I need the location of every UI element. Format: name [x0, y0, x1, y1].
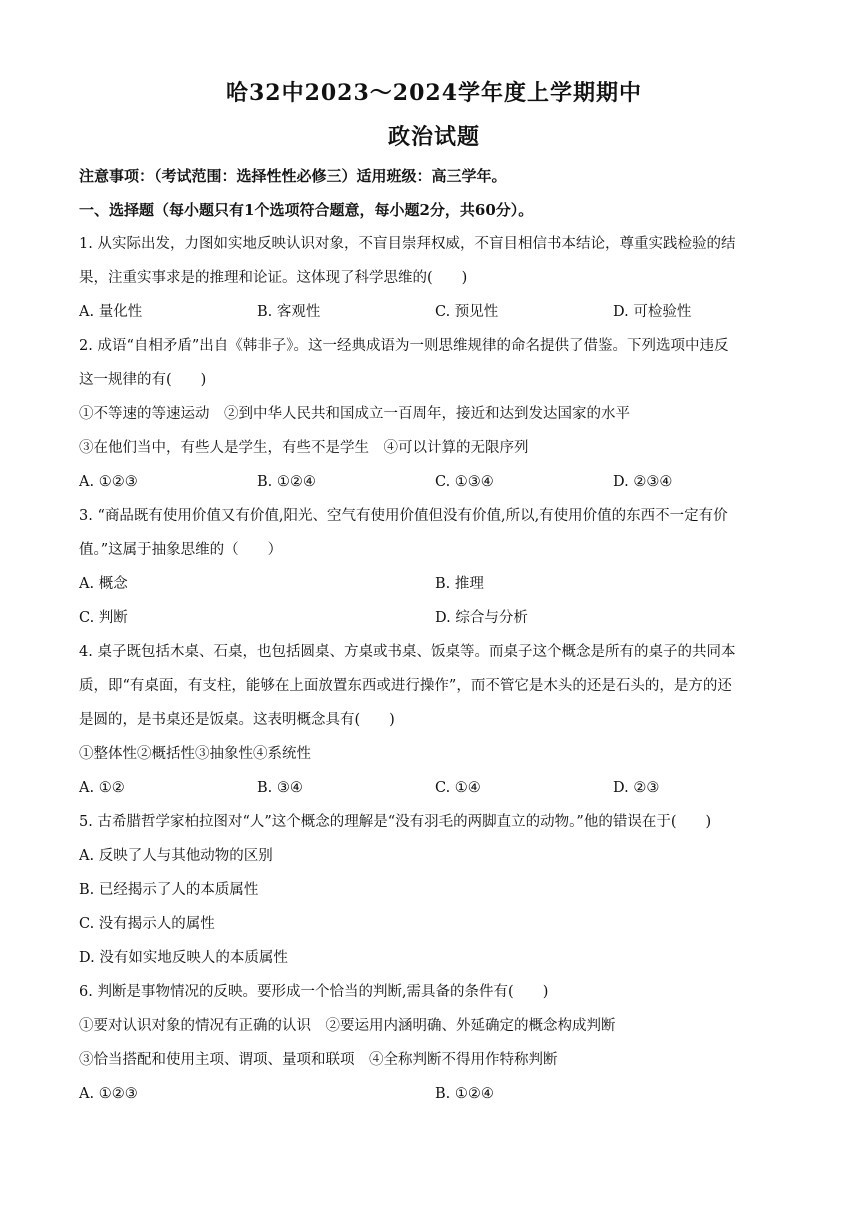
question-1-line-1: 1. 从实际出发，力图如实地反映认识对象，不盲目崇拜权威，不盲目相信书本结论，尊重实践检验的结	[79, 236, 736, 252]
question-3-option-b: B. 推理	[435, 576, 484, 592]
question-1-option-d: D. 可检验性	[613, 304, 692, 320]
question-5-option-b: B. 已经揭示了人的本质属性	[79, 882, 259, 898]
question-1-line-2: 果，注重实事求是的推理和论证。这体现了科学思维的( )	[79, 270, 468, 286]
question-4-line-3: 是圆的，是书桌还是饭桌。这表明概念具有( )	[79, 712, 395, 728]
question-4-line-1: 4. 桌子既包括木桌、石桌，也包括圆桌、方桌或书桌、饭桌等。而桌子这个概念是所有的桌子的共同本	[79, 644, 736, 660]
question-6-option-a: A. ①②③	[79, 1086, 138, 1102]
question-3-line-1: 3. “商品既有使用价值又有价值,阳光、空气有使用价值但没有价值,所以,有使用价值的东西不一定有价	[79, 508, 728, 524]
question-6-option-b: B. ①②④	[435, 1086, 494, 1102]
question-2-option-b: B. ①②④	[257, 474, 316, 490]
question-4-option-b: B. ③④	[257, 780, 303, 796]
question-2-option-a: A. ①②③	[79, 474, 138, 490]
question-2-line-2: 这一规律的有( )	[79, 372, 207, 388]
question-2-line-1: 2. 成语“自相矛盾”出自《韩非子》。这一经典成语为一则思维规律的命名提供了借鉴。下列选项中违反	[79, 338, 729, 354]
question-2-line-4: ③在他们当中，有些人是学生，有些不是学生 ④可以计算的无限序列	[79, 440, 529, 456]
question-3-option-c: C. 判断	[79, 610, 128, 626]
question-3-line-2: 值。”这属于抽象思维的（ ）	[79, 542, 283, 558]
question-4-option-a: A. ①②	[79, 780, 125, 796]
question-2-line-3: ①不等速的等速运动 ②到中华人民共和国成立一百周年，接近和达到发达国家的水平	[79, 406, 630, 422]
question-1-option-a: A. 量化性	[79, 304, 143, 320]
question-3-option-a: A. 概念	[79, 576, 128, 592]
question-2-option-d: D. ②③④	[613, 474, 673, 490]
question-1-option-c: C. 预见性	[435, 304, 499, 320]
question-4-line-4: ①整体性②概括性③抽象性④系统性	[79, 746, 311, 762]
question-6-line-3: ③恰当搭配和使用主项、谓项、量项和联项 ④全称判断不得用作特称判断	[79, 1052, 558, 1068]
exam-title: 哈32中2023～2024学年度上学期期中	[225, 80, 643, 106]
question-5-option-a: A. 反映了人与其他动物的区别	[79, 848, 273, 864]
question-1-option-b: B. 客观性	[257, 304, 321, 320]
question-6-line-1: 6. 判断是事物情况的反映。要形成一个恰当的判断,需具备的条件有( )	[79, 984, 549, 1000]
exam-subtitle: 政治试题	[387, 124, 480, 150]
notice: 注意事项：（考试范围：选择性性必修三）适用班级：高三学年。	[79, 167, 507, 185]
question-4-option-c: C. ①④	[435, 780, 481, 796]
question-6-line-2: ①要对认识对象的情况有正确的认识 ②要运用内涵明确、外延确定的概念构成判断	[79, 1018, 616, 1034]
question-4-line-2: 质，即“有桌面，有支柱，能够在上面放置东西或进行操作”，而不管它是木头的还是石头的，是方的还	[79, 678, 732, 694]
question-2-option-c: C. ①③④	[435, 474, 494, 490]
question-5-option-c: C. 没有揭示人的属性	[79, 916, 215, 932]
question-5-option-d: D. 没有如实地反映人的本质属性	[79, 950, 288, 966]
section-heading: 一、选择题（每小题只有1个选项符合题意，每小题2分，共60分）。	[79, 201, 534, 219]
question-3-option-d: D. 综合与分析	[435, 610, 528, 626]
question-5-line-1: 5. 古希腊哲学家柏拉图对“人”这个概念的理解是“没有羽毛的两脚直立的动物。”他的错误在于( )	[79, 814, 712, 830]
question-4-option-d: D. ②③	[613, 780, 660, 796]
